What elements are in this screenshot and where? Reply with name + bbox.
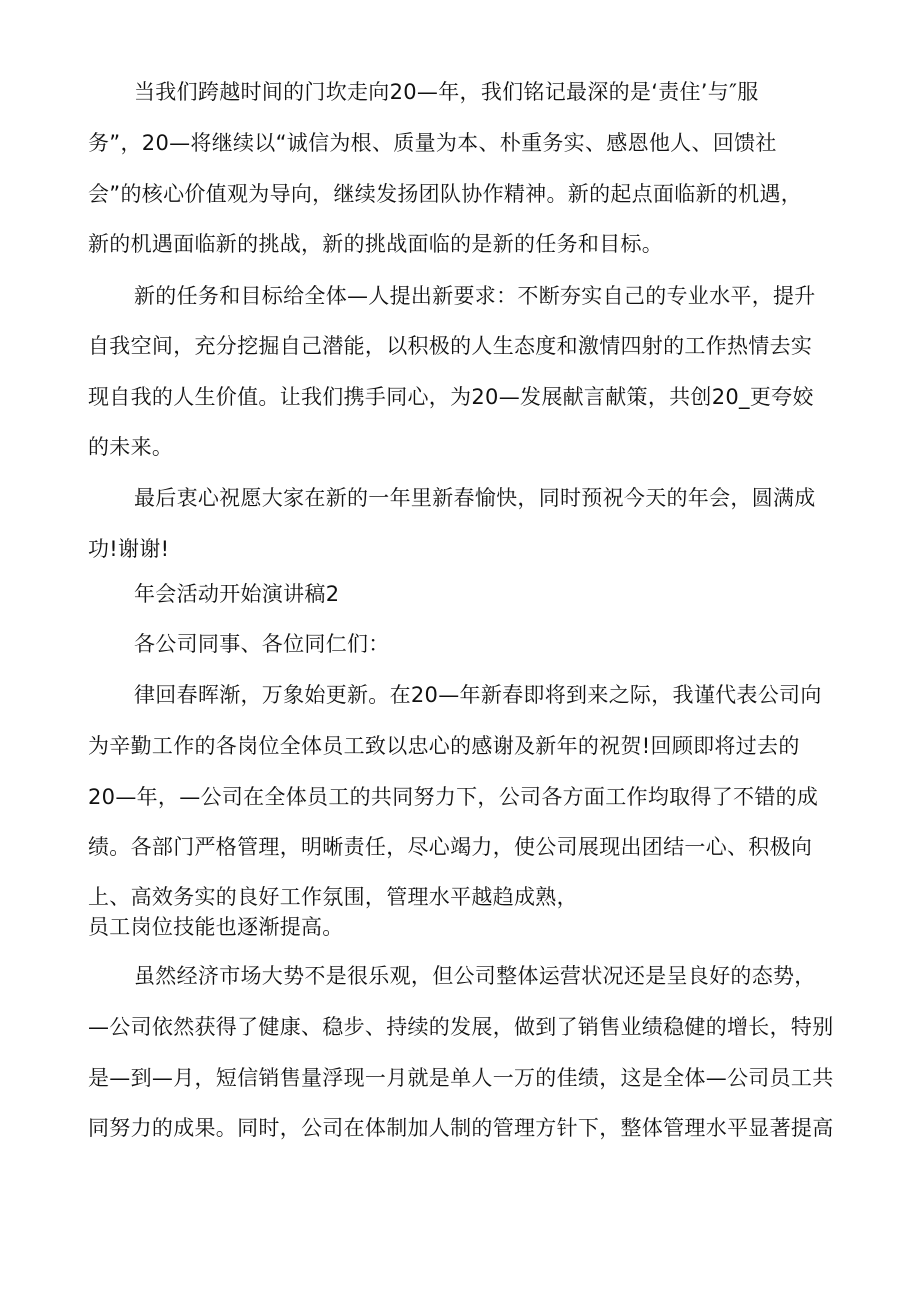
text-line: 现自我的人生价值。让我们携手同心，为20—发展献言献策，共创20_更夸姣 [88, 385, 814, 409]
text-line: 新的任务和目标给全体—人提出新要求：不断夯实自己的专业水平，提升 [134, 284, 816, 308]
text-line: 律回春晖渐，万象始更新。在20—年新春即将到来之际，我谨代表公司向 [134, 683, 822, 707]
text-line: 新的机遇面临新的挑战，新的挑战面临的是新的任务和目标。 [88, 232, 664, 256]
text-line: 是—到—月，短信销售量浮现一月就是单人一万的佳绩，这是全体—公司员工共 [88, 1066, 834, 1090]
text-line: 同努力的成果。同时，公司在体制加人制的管理方针下，整体管理水平显著提高 [88, 1116, 834, 1140]
text-line: 当我们跨越时间的门坎走向20—年，我们铭记最深的是‘责住’与″服 [134, 80, 759, 104]
text-line: 绩。各部门严格管理，明晰责任，尽心竭力，使公司展现出团结一心、积极向 [88, 835, 813, 859]
text-line: 最后衷心祝愿大家在新的一年里新春愉快，同时预祝今天的年会，圆满成 [134, 486, 816, 510]
text-line: —公司依然获得了健康、稳步、持续的发展，做到了销售业绩稳健的增长，特别 [88, 1015, 834, 1039]
text-line: 务”，20—将继续以“诚信为根、质量为本、朴重务实、感恩他人、回馈社 [88, 131, 777, 155]
text-line: 员工岗位技能也逐渐提高。 [88, 915, 344, 939]
text-line: 20—年，—公司在全体员工的共同努力下，公司各方面工作均取得了不错的成 [88, 785, 819, 809]
salutation: 各公司同事、各位同仁们： [134, 632, 390, 656]
section-heading: 年会活动开始演讲稿2 [134, 582, 340, 606]
text-line: 会”的核心价值观为导向，继续发扬团队协作精神。新的起点面临新的机遇， [88, 182, 803, 206]
text-line: 自我空间，充分挖掘自己潜能，以积极的人生态度和激情四射的工作热情去实 [88, 334, 813, 358]
text-line: 虽然经济市场大势不是很乐观，但公司整体运营状况还是呈良好的态势， [134, 964, 816, 988]
text-line: 上、高效务实的良好工作氛围，管理水平越趋成熟， [88, 885, 578, 909]
text-line: 的未来。 [88, 435, 174, 459]
text-line: 为辛勤工作的各岗位全体员工致以忠心的感谢及新年的祝贺!回顾即将过去的 [88, 734, 800, 758]
text-line: 功!谢谢! [88, 537, 170, 561]
